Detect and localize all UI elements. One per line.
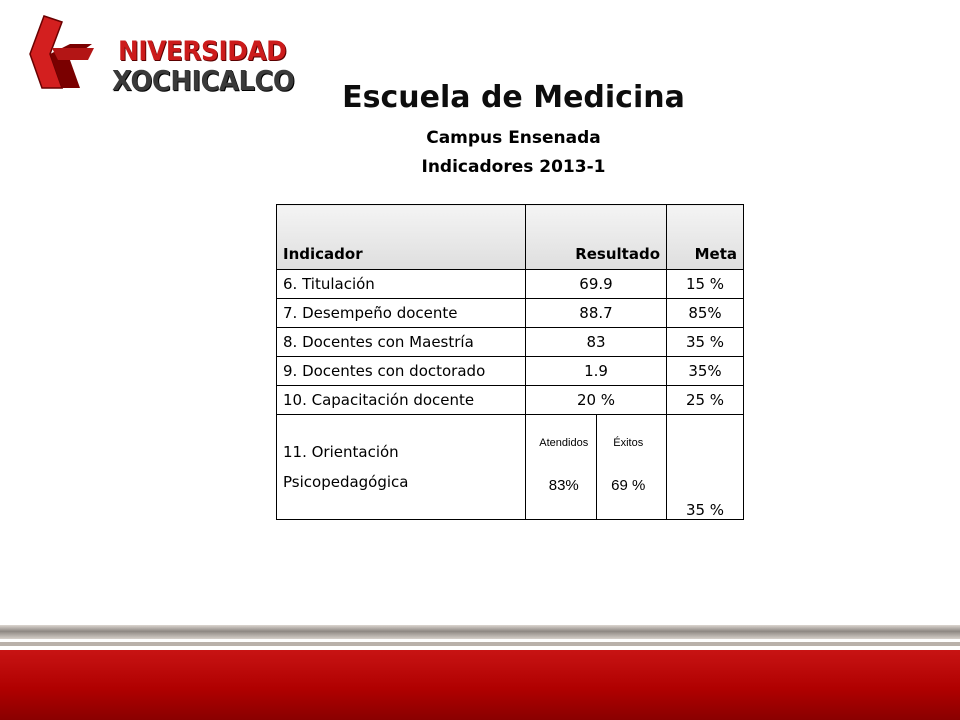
footer-red-band: [0, 650, 960, 720]
period-subtitle: Indicadores 2013-1: [421, 157, 606, 177]
footer-divider: [0, 642, 960, 646]
goal-cell: 15 %: [667, 270, 744, 299]
table-row: [277, 357, 744, 386]
attended-value: 83%: [548, 477, 579, 494]
orientation-indicator-cell: [277, 415, 526, 520]
header-goal: Meta: [667, 205, 744, 270]
footer-gray-band: [0, 625, 960, 639]
header-indicator: Indicador: [277, 205, 526, 270]
logo-text-top: NIVERSIDAD: [118, 36, 287, 67]
goal-cell: 85%: [667, 299, 744, 328]
orientation-label-line2: Psicopedagógica: [283, 473, 409, 491]
indicator-cell: 9. Docentes con doctorado: [277, 357, 526, 386]
result-cell: 83: [526, 328, 667, 357]
indicators-table: [276, 204, 744, 520]
orientation-result-cell: [526, 415, 667, 520]
result-cell: 88.7: [526, 299, 667, 328]
success-label: Éxitos: [613, 437, 644, 449]
table-row: [277, 328, 744, 357]
attended-subcell: [532, 415, 596, 519]
campus-subtitle: Campus Ensenada: [426, 128, 601, 148]
result-cell: 1.9: [526, 357, 667, 386]
table-row-orientation: [277, 415, 744, 520]
table-row: [277, 386, 744, 415]
table-header-row: [277, 205, 744, 270]
header-result: Resultado: [526, 205, 667, 270]
success-subcell: [596, 415, 661, 519]
indicator-cell: 10. Capacitación docente: [277, 386, 526, 415]
orientation-goal-cell: 35 %: [667, 415, 744, 520]
table-row: [277, 270, 744, 299]
page-title: Escuela de Medicina: [342, 80, 685, 115]
result-cell: 69.9: [526, 270, 667, 299]
logo-text-bottom: XOCHICALCO: [112, 64, 295, 97]
indicator-cell: 8. Docentes con Maestría: [277, 328, 526, 357]
goal-cell: 35%: [667, 357, 744, 386]
success-value: 69 %: [611, 477, 646, 494]
goal-cell: 25 %: [667, 386, 744, 415]
indicator-cell: 7. Desempeño docente: [277, 299, 526, 328]
orientation-label-line1: 11. Orientación: [283, 443, 399, 461]
indicator-cell: 6. Titulación: [277, 270, 526, 299]
result-cell: 20 %: [526, 386, 667, 415]
attended-label: Atendidos: [539, 437, 589, 449]
table-row: [277, 299, 744, 328]
goal-cell: 35 %: [667, 328, 744, 357]
